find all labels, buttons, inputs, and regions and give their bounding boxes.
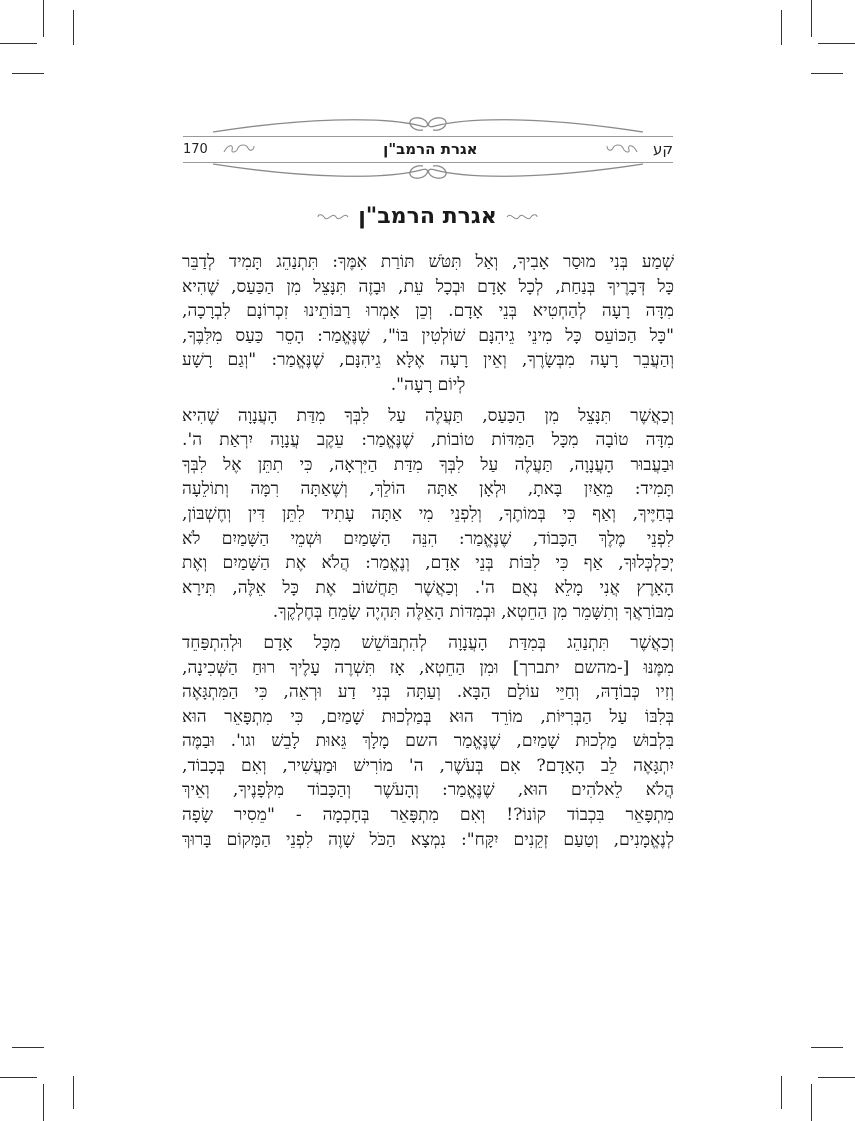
text-line: בִּלְבוּשׁ מַלְכוּת שָׁמַיִם, שֶׁנֶּאֱמַר השם מָלָךְ גֵּאוּת לָבֵשׁ וגו'. וּבַמֶּה	[182, 731, 674, 752]
crop-mark	[781, 10, 782, 45]
header-row	[183, 138, 673, 160]
text-line: וְכַאֲשֶׁר תִּתְנַהֵג בְּמִדַּת הָעֲנָוָה לְהִתְבּוֹשֵׁשׁ מִכָּל אָדָם וּלְהִתְפַּחֵד	[182, 632, 674, 653]
text-line: לִפְנֵי מֶלֶךְ הַכָּבוֹד, שֶׁנֶּאֱמַר: הִנֵּה הַשָּׁמַיִם וּשְׁמֵי הַשָּׁמַיִם לֹא	[182, 528, 674, 549]
page-number-hebrew: קע	[652, 140, 673, 158]
crop-mark	[811, 73, 843, 74]
text-line: בְּלִבּוֹ עַל הַבְּרִיּוֹת, מוֹרֵד הוּא בְּמַלְכוּת שָׁמַיִם, כִּי מִתְפָּאֵר הוּא	[182, 706, 674, 727]
text-line: יִתְגָּאֶה לֵב הָאָדָם? אִם בְּעֹשֶׁר, ה' מוֹרִישׁ וּמַעֲשִׁיר, וְאִם בְּכָבוֹד,	[182, 755, 674, 776]
crop-mark	[811, 0, 812, 37]
swirl-ornament-icon	[505, 211, 539, 223]
document-title	[0, 204, 855, 229]
text-line: מִתְפָּאֵר בִּכְבוֹד קוֹנוֹ?! וְאִם מִתְפָּאֵר בְּחָכְמָה - "מֵסִיר שָׂפָה	[182, 805, 674, 826]
text-line: וּבַעֲבוּר הָעֲנָוָה, תַּעֲלֶה עַל לִבְּךָ מִדַּת הַיִּרְאָה, כִּי תִתֵּן אֶל לִבְּךָ	[182, 454, 674, 475]
text-line: מִבּוֹרַאֲךָ וְתִשָּׁמֵר מִן הַחֵטְא, וּבְמִדּוֹת הָאֵלֶּה תִּהְיֶה שָׂמֵחַ בְּחֶלְקֶךָ.	[272, 602, 674, 623]
swirl-ornament-icon	[316, 211, 350, 223]
paragraph	[182, 631, 674, 852]
text-line: לְיוֹם רָעָה".	[390, 374, 466, 395]
header-left	[183, 142, 256, 157]
crop-mark	[0, 1077, 37, 1078]
running-header	[183, 112, 673, 180]
crop-mark	[818, 1077, 855, 1078]
header-top-rule	[183, 136, 673, 137]
crop-mark	[811, 1047, 843, 1048]
text-line: מִדָּה טוֹבָה מִכָּל הַמִּדּוֹת טוֹבוֹת, שֶׁנֶּאֱמַר: עֵקֶב עֲנָוָה יִרְאַת ה'.	[182, 430, 674, 451]
text-line: "כָּל הַכּוֹעֵס כָּל מִינֵי גֵיהִנָּם שׁוֹלְטִין בּוֹ", שֶׁנֶּאֱמַר: הָסֵר כַּעַס מִלִּבֶּךָ,	[182, 325, 674, 346]
text-line: תָּמִיד: מֵאַיִן בָּאתָ, וּלְאָן אַתָּה הוֹלֵךְ, וְשֶׁאַתָּה רִמָּה וְתוֹלֵעָה	[182, 479, 674, 500]
text-line: כָּל דְּבָרֶיךָ בְּנַחַת, לְכָל אָדָם וּבְכָל עֵת, וּבָזֶה תִּנָּצֵל מִן הַכַּעַס, שֶׁהִיא	[182, 276, 674, 297]
flourish-ornament-icon	[222, 142, 256, 156]
running-title: אגרת הרמב"ן	[383, 140, 478, 158]
header-top-flourish-icon	[183, 112, 673, 134]
text-line: וְזִיו כְּבוֹדָהּ, וְחַיֵּי עוֹלָם הַבָּא. וְעַתָּה בְּנִי דַע וּרְאֵה, כִּי הַמִּתְגָּאֶה	[182, 682, 674, 703]
crop-mark	[43, 0, 44, 37]
crop-mark	[811, 1084, 812, 1121]
text-line: יְכַלְכְּלוּךָ, אַף כִּי לִבּוֹת בְּנֵי אָדָם, וְנֶאֱמַר: הֲלֹא אֶת הַשָּׁמַיִם וְאֶת	[182, 553, 674, 574]
header-right	[605, 140, 673, 158]
page-number: 170	[183, 141, 208, 157]
text-line: וְהַעֲבֵר רָעָה מִבְּשָׂרֶךָ, וְאֵין רָעָה אֶלָּא גֵיהִנָּם, שֶׁנֶּאֱמַר: "וְגַם רָשָׁע	[182, 350, 674, 371]
crop-mark	[12, 1047, 44, 1048]
crop-mark	[0, 43, 37, 44]
crop-mark	[818, 43, 855, 44]
crop-mark	[43, 1084, 44, 1121]
crop-mark	[73, 1076, 74, 1109]
text-line: וְכַאֲשֶׁר תִּנָּצֵל מִן הַכַּעַס, תַּעֲלֶה עַל לִבְּךָ מִדַּת הָעֲנָוָה שֶׁהִיא	[182, 405, 674, 426]
crop-mark	[73, 10, 74, 45]
document-title-text: אגרת הרמב"ן	[358, 204, 497, 229]
paragraph	[182, 404, 674, 625]
text-line: לְנֶאֱמָנִים, וְטַעַם זְקֵנִים יִקָּח": נִמְצָא הַכֹּל שָׁוֶה לִפְנֵי הַמָּקוֹם בָּרוּךְ	[182, 829, 674, 850]
text-line: הָאָרֶץ אֲנִי מָלֵא נְאֻם ה'. וְכַאֲשֶׁר תַּחֲשׁוֹב אֶת כָּל אֵלֶּה, תִּירָא	[182, 577, 674, 598]
text-line: מִמֶּנּוּ [-מהשם יתברך] וּמִן הַחֵטְא, אָז תִּשְׁרֶה עָלֶיךָ רוּחַ הַשְּׁכִינָה,	[182, 657, 674, 678]
text-line: בְּחַיֶּיךָ, וְאַף כִּי בְּמוֹתֶךָ, וְלִפְנֵי מִי אַתָּה עָתִיד לִתֵּן דִּין וְחֶשְׁבּוֹן,	[182, 503, 674, 524]
text-line: מִדָּה רָעָה לְהַחְטִיא בְּנֵי אָדָם. וְכֵן אָמְרוּ רַבּוֹתֵינוּ זִכְרוֹנָם לִבְרָכָה,	[182, 301, 674, 322]
text-line: הֲלֹא לֵאלֹהִים הוּא, שֶׁנֶּאֱמַר: וְהָעֹשֶׁר וְהַכָּבוֹד מִלְּפָנֶיךָ, וְאֵיךְ	[182, 780, 674, 801]
text-line: שְׁמַע בְּנִי מוּסַר אָבִיךָ, וְאַל תִּטֹּשׁ תּוֹרַת אִמֶּךָ: תִּתְנַהֵג תָּמִיד לְדַבֵּר	[182, 252, 674, 272]
paragraph	[182, 250, 674, 398]
body-text	[182, 250, 674, 858]
header-bottom-flourish-icon	[183, 162, 673, 184]
crop-mark	[781, 1076, 782, 1109]
crop-mark	[12, 73, 44, 74]
flourish-ornament-icon	[605, 142, 639, 156]
